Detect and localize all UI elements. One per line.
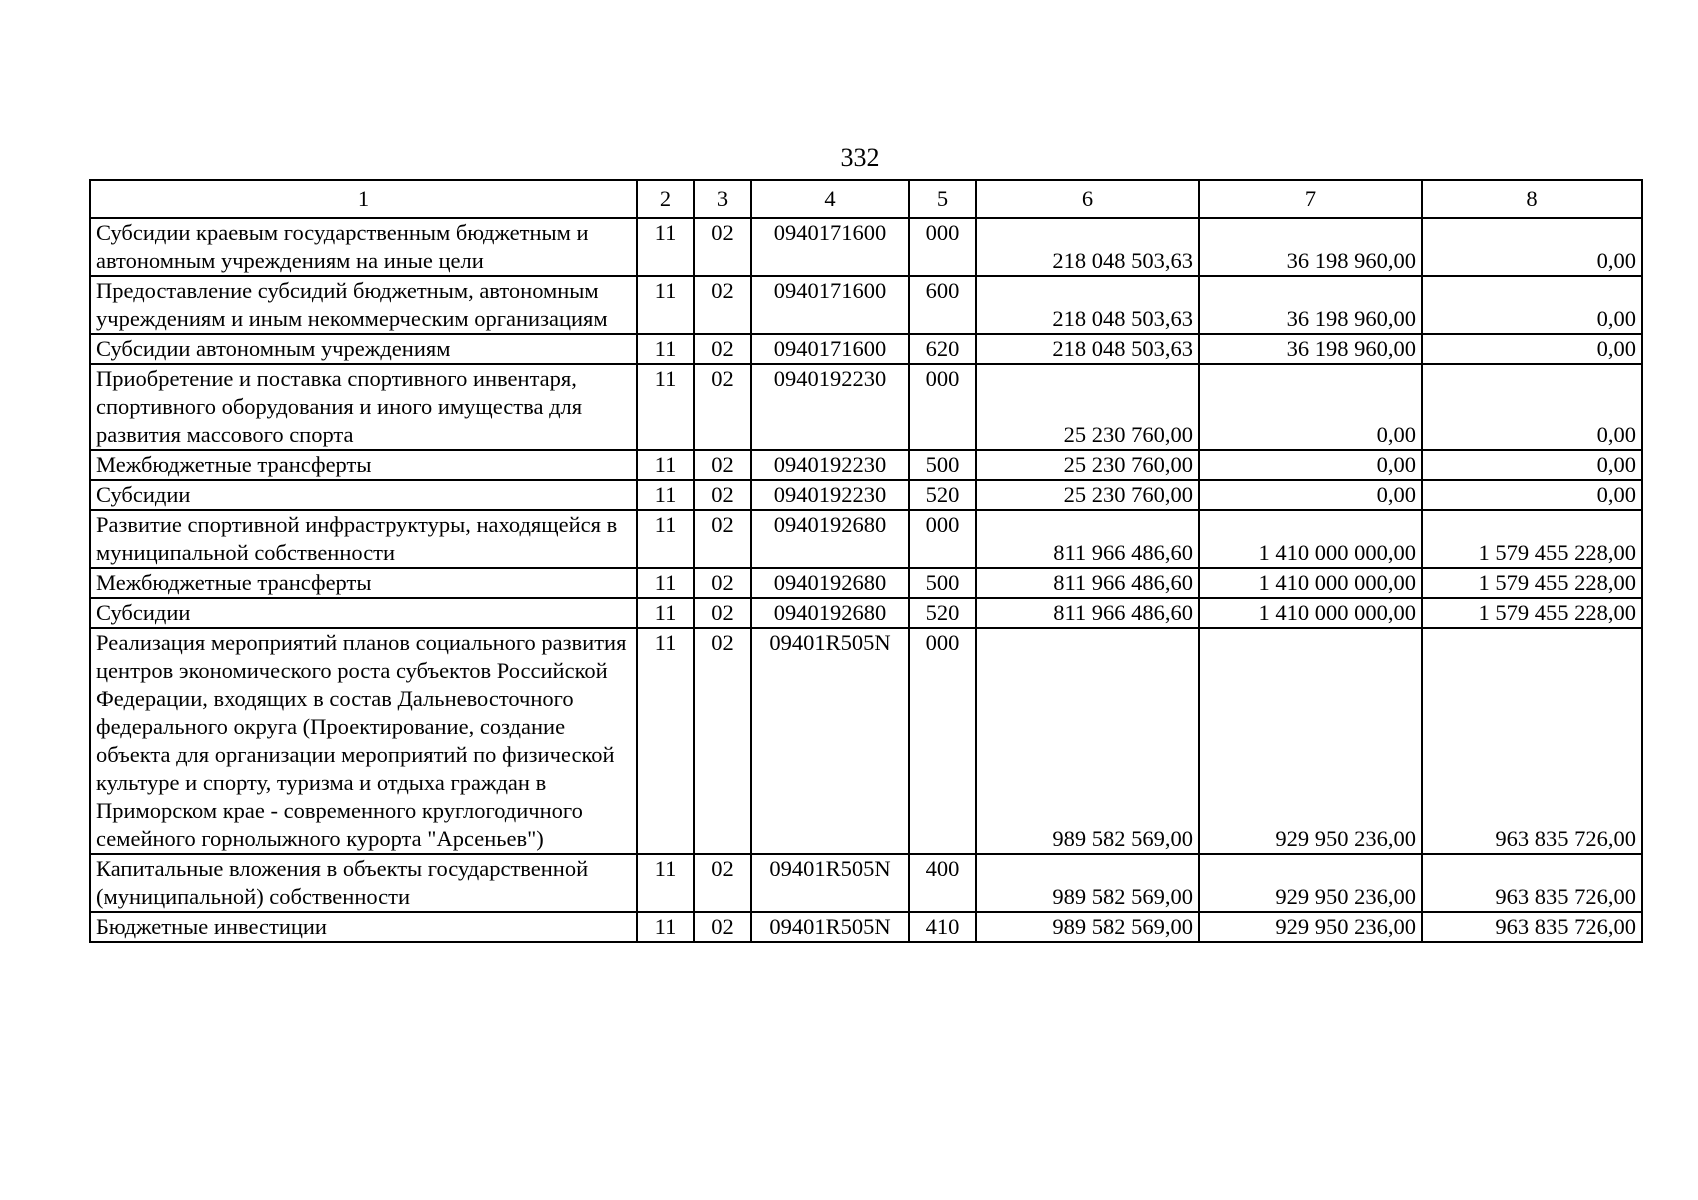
column-header: 5 [909, 180, 976, 218]
expense-type-code: 410 [909, 912, 976, 942]
amount-col6: 989 582 569,00 [976, 854, 1199, 912]
expense-type-code: 000 [909, 510, 976, 568]
table-row [90, 334, 1642, 364]
section-code: 11 [637, 480, 694, 510]
amount-col6: 25 230 760,00 [976, 450, 1199, 480]
subsection-code: 02 [694, 480, 751, 510]
section-code: 11 [637, 218, 694, 276]
expense-type-code: 000 [909, 628, 976, 854]
subsection-code: 02 [694, 598, 751, 628]
subsection-code: 02 [694, 364, 751, 450]
table-row [90, 912, 1642, 942]
column-header: 6 [976, 180, 1199, 218]
amount-col6: 989 582 569,00 [976, 912, 1199, 942]
section-code: 11 [637, 598, 694, 628]
item-name: Приобретение и поставка спортивного инвентаря, спортивного оборудования и иного имущества для развития массового спорта [90, 364, 637, 450]
item-name: Предоставление субсидий бюджетным, автономным учреждениям и иным некоммерческим организациям [90, 276, 637, 334]
item-name: Развитие спортивной инфраструктуры, находящейся в муниципальной собственности [90, 510, 637, 568]
amount-col6: 218 048 503,63 [976, 276, 1199, 334]
target-code: 09401R505N [751, 912, 909, 942]
amount-col7: 1 410 000 000,00 [1199, 568, 1422, 598]
amount-col8: 963 835 726,00 [1422, 854, 1642, 912]
table-row [90, 628, 1642, 854]
amount-col7: 1 410 000 000,00 [1199, 598, 1422, 628]
table-row [90, 854, 1642, 912]
amount-col8: 1 579 455 228,00 [1422, 510, 1642, 568]
section-code: 11 [637, 854, 694, 912]
budget-table [89, 179, 1643, 943]
section-code: 11 [637, 628, 694, 854]
target-code: 0940192230 [751, 364, 909, 450]
section-code: 11 [637, 912, 694, 942]
expense-type-code: 620 [909, 334, 976, 364]
column-header: 7 [1199, 180, 1422, 218]
amount-col7: 929 950 236,00 [1199, 628, 1422, 854]
subsection-code: 02 [694, 334, 751, 364]
item-name: Субсидии [90, 598, 637, 628]
item-name: Субсидии автономным учреждениям [90, 334, 637, 364]
section-code: 11 [637, 450, 694, 480]
subsection-code: 02 [694, 510, 751, 568]
expense-type-code: 520 [909, 598, 976, 628]
expense-type-code: 520 [909, 480, 976, 510]
target-code: 0940192230 [751, 450, 909, 480]
amount-col6: 811 966 486,60 [976, 568, 1199, 598]
amount-col8: 0,00 [1422, 218, 1642, 276]
target-code: 0940171600 [751, 276, 909, 334]
amount-col8: 0,00 [1422, 364, 1642, 450]
table-row [90, 598, 1642, 628]
column-header: 2 [637, 180, 694, 218]
subsection-code: 02 [694, 450, 751, 480]
amount-col7: 929 950 236,00 [1199, 912, 1422, 942]
expense-type-code: 600 [909, 276, 976, 334]
item-name: Бюджетные инвестиции [90, 912, 637, 942]
table-row [90, 510, 1642, 568]
amount-col8: 0,00 [1422, 276, 1642, 334]
column-header: 8 [1422, 180, 1642, 218]
expense-type-code: 500 [909, 450, 976, 480]
amount-col8: 963 835 726,00 [1422, 628, 1642, 854]
amount-col7: 36 198 960,00 [1199, 334, 1422, 364]
table-row [90, 450, 1642, 480]
amount-col8: 0,00 [1422, 334, 1642, 364]
amount-col6: 218 048 503,63 [976, 218, 1199, 276]
header-row [90, 180, 1642, 218]
amount-col8: 963 835 726,00 [1422, 912, 1642, 942]
amount-col7: 0,00 [1199, 364, 1422, 450]
section-code: 11 [637, 364, 694, 450]
item-name: Реализация мероприятий планов социального развития центров экономического роста субъектов Российской Федерации, входящих в состав Дальневосточного федерального округа (Проектирование, создание объекта для организации мероприятий по физической культуре и спорту, туризма и отдыха граждан в Приморском крае - современного круглогодичного семейного горнолыжного курорта "Арсеньев") [90, 628, 637, 854]
subsection-code: 02 [694, 218, 751, 276]
amount-col7: 36 198 960,00 [1199, 218, 1422, 276]
amount-col8: 0,00 [1422, 480, 1642, 510]
target-code: 0940192680 [751, 568, 909, 598]
table-row [90, 480, 1642, 510]
section-code: 11 [637, 276, 694, 334]
subsection-code: 02 [694, 912, 751, 942]
subsection-code: 02 [694, 854, 751, 912]
item-name: Межбюджетные трансферты [90, 568, 637, 598]
amount-col7: 0,00 [1199, 450, 1422, 480]
target-code: 09401R505N [751, 854, 909, 912]
table-row [90, 364, 1642, 450]
subsection-code: 02 [694, 628, 751, 854]
amount-col8: 1 579 455 228,00 [1422, 568, 1642, 598]
amount-col6: 25 230 760,00 [976, 364, 1199, 450]
target-code: 0940192680 [751, 510, 909, 568]
target-code: 09401R505N [751, 628, 909, 854]
table-row [90, 568, 1642, 598]
amount-col8: 1 579 455 228,00 [1422, 598, 1642, 628]
column-header: 4 [751, 180, 909, 218]
amount-col7: 36 198 960,00 [1199, 276, 1422, 334]
subsection-code: 02 [694, 568, 751, 598]
amount-col6: 811 966 486,60 [976, 510, 1199, 568]
target-code: 0940171600 [751, 218, 909, 276]
item-name: Субсидии [90, 480, 637, 510]
amount-col6: 989 582 569,00 [976, 628, 1199, 854]
amount-col8: 0,00 [1422, 450, 1642, 480]
expense-type-code: 000 [909, 364, 976, 450]
amount-col6: 25 230 760,00 [976, 480, 1199, 510]
amount-col7: 1 410 000 000,00 [1199, 510, 1422, 568]
subsection-code: 02 [694, 276, 751, 334]
target-code: 0940192680 [751, 598, 909, 628]
section-code: 11 [637, 510, 694, 568]
item-name: Субсидии краевым государственным бюджетным и автономным учреждениям на иные цели [90, 218, 637, 276]
expense-type-code: 400 [909, 854, 976, 912]
expense-type-code: 500 [909, 568, 976, 598]
page-number: 332 [840, 143, 880, 172]
column-header: 3 [694, 180, 751, 218]
amount-col7: 929 950 236,00 [1199, 854, 1422, 912]
target-code: 0940171600 [751, 334, 909, 364]
amount-col6: 811 966 486,60 [976, 598, 1199, 628]
expense-type-code: 000 [909, 218, 976, 276]
section-code: 11 [637, 568, 694, 598]
target-code: 0940192230 [751, 480, 909, 510]
table-row [90, 218, 1642, 276]
item-name: Межбюджетные трансферты [90, 450, 637, 480]
item-name: Капитальные вложения в объекты государственной (муниципальной) собственности [90, 854, 637, 912]
table-row [90, 276, 1642, 334]
column-header: 1 [90, 180, 637, 218]
section-code: 11 [637, 334, 694, 364]
amount-col7: 0,00 [1199, 480, 1422, 510]
amount-col6: 218 048 503,63 [976, 334, 1199, 364]
